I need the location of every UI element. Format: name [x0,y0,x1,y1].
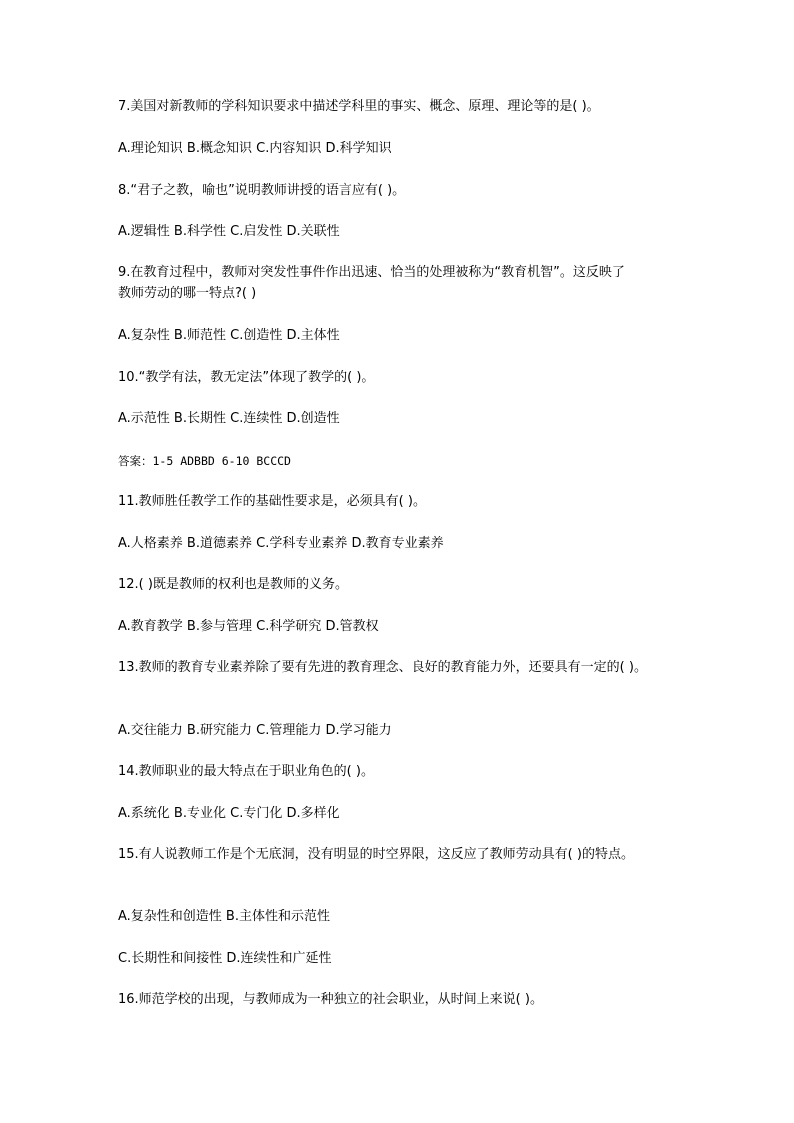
question-7-options: A.理论知识 B.概念知识 C.内容知识 D.科学知识 [118,141,392,156]
question-8-options: A.逻辑性 B.科学性 C.启发性 D.关联性 [118,224,340,239]
question-15: 15.有人说教师工作是个无底洞，没有明显的时空界限，这反应了教师劳动具有( )的特点。 [118,847,634,862]
answer-key: 答案：1-5 ADBBD 6-10 BCCCD [118,454,291,468]
question-13: 13.教师的教育专业素养除了要有先进的教育理念、良好的教育能力外，还要具有一定的( )。 [118,660,647,675]
question-7: 7.美国对新教师的学科知识要求中描述学科里的事实、概念、原理、理论等的是( )。 [118,99,600,114]
question-10-options: A.示范性 B.长期性 C.连续性 D.创造性 [118,411,340,426]
question-12: 12.( )既是教师的权利也是教师的义务。 [118,577,348,592]
question-9-continued: 教师劳动的哪一特点?( ) [118,286,257,301]
question-16: 16.师范学校的出现，与教师成为一种独立的社会职业，从时间上来说( )。 [118,992,543,1007]
question-11: 11.教师胜任教学工作的基础性要求是，必须具有( )。 [118,494,426,509]
question-14-options: A.系统化 B.专业化 C.专门化 D.多样化 [118,806,340,821]
question-15-options-2: C.长期性和间接性 D.连续性和广延性 [118,951,332,966]
question-12-options: A.教育教学 B.参与管理 C.科学研究 D.管教权 [118,619,379,634]
question-14: 14.教师职业的最大特点在于职业角色的( )。 [118,764,374,779]
question-15-options-1: A.复杂性和创造性 B.主体性和示范性 [118,909,330,924]
question-9: 9.在教育过程中，教师对突发性事件作出迅速、恰当的处理被称为“教育机智”。这反映了 [118,265,625,280]
question-13-options: A.交往能力 B.研究能力 C.管理能力 D.学习能力 [118,723,392,738]
question-9-options: A.复杂性 B.师范性 C.创造性 D.主体性 [118,328,340,343]
question-10: 10.“教学有法，教无定法”体现了教学的( )。 [118,370,375,385]
question-11-options: A.人格素养 B.道德素养 C.学科专业素养 D.教育专业素养 [118,536,444,551]
question-8: 8.“君子之教，喻也”说明教师讲授的语言应有( )。 [118,183,406,198]
